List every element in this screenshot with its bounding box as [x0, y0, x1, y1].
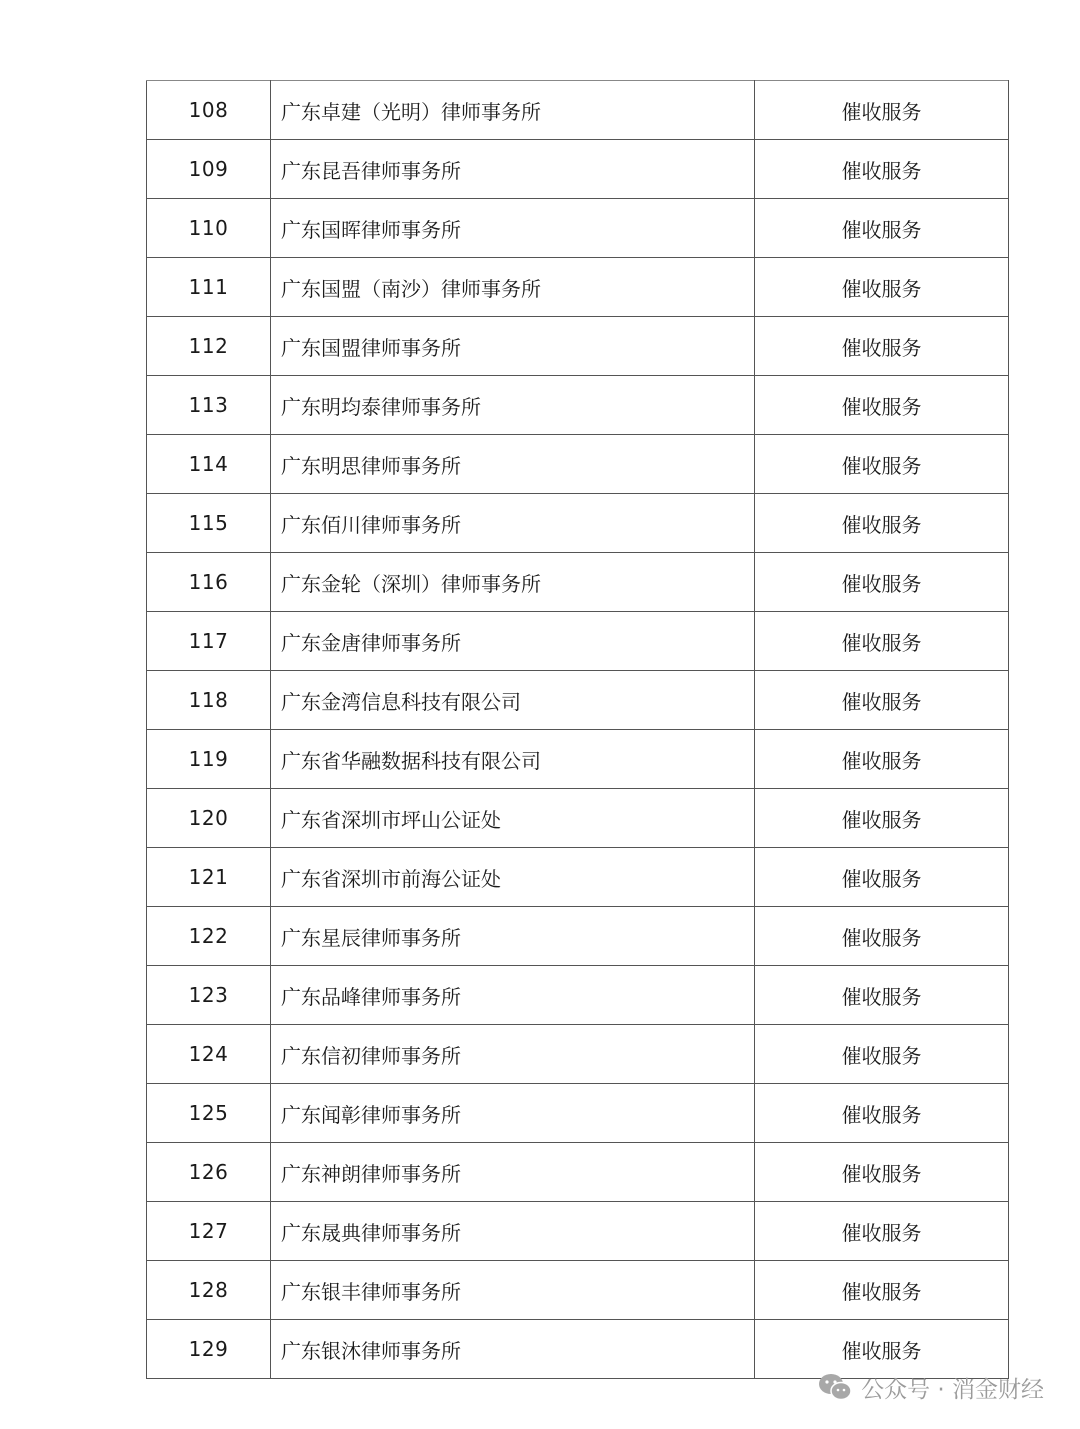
table-body	[147, 81, 1009, 1379]
service-type-cell: 催收服务	[755, 848, 1009, 907]
service-type-cell: 催收服务	[755, 1143, 1009, 1202]
row-number-cell: 112	[147, 317, 271, 376]
service-type-cell: 催收服务	[755, 1025, 1009, 1084]
service-type-cell: 催收服务	[755, 907, 1009, 966]
row-number-cell: 123	[147, 966, 271, 1025]
row-number-cell: 118	[147, 671, 271, 730]
institution-name-cell: 广东卓建（光明）律师事务所	[271, 81, 755, 140]
row-number-cell: 110	[147, 199, 271, 258]
institution-name-cell: 广东星辰律师事务所	[271, 907, 755, 966]
service-type-cell: 催收服务	[755, 258, 1009, 317]
institution-name-cell: 广东金湾信息科技有限公司	[271, 671, 755, 730]
table-row	[147, 199, 1009, 258]
row-number-cell: 117	[147, 612, 271, 671]
institution-name-cell: 广东明均泰律师事务所	[271, 376, 755, 435]
service-type-cell: 催收服务	[755, 140, 1009, 199]
table-row	[147, 966, 1009, 1025]
institution-name-cell: 广东金轮（深圳）律师事务所	[271, 553, 755, 612]
table-row	[147, 376, 1009, 435]
service-type-cell: 催收服务	[755, 494, 1009, 553]
service-type-cell: 催收服务	[755, 1202, 1009, 1261]
row-number-cell: 115	[147, 494, 271, 553]
table-row	[147, 612, 1009, 671]
watermark	[817, 1370, 1044, 1404]
row-number-cell: 121	[147, 848, 271, 907]
institution-name-cell: 广东神朗律师事务所	[271, 1143, 755, 1202]
row-number-cell: 125	[147, 1084, 271, 1143]
institution-name-cell: 广东国盟律师事务所	[271, 317, 755, 376]
table-row	[147, 1261, 1009, 1320]
row-number-cell: 119	[147, 730, 271, 789]
table-row	[147, 1025, 1009, 1084]
institution-name-cell: 广东信初律师事务所	[271, 1025, 755, 1084]
service-type-cell: 催收服务	[755, 81, 1009, 140]
table-row	[147, 789, 1009, 848]
institution-name-cell: 广东银丰律师事务所	[271, 1261, 755, 1320]
institution-name-cell: 广东昆吾律师事务所	[271, 140, 755, 199]
row-number-cell: 128	[147, 1261, 271, 1320]
row-number-cell: 116	[147, 553, 271, 612]
wechat-icon	[817, 1372, 853, 1402]
table-row	[147, 494, 1009, 553]
table-row	[147, 1084, 1009, 1143]
row-number-cell: 129	[147, 1320, 271, 1379]
row-number-cell: 108	[147, 81, 271, 140]
service-type-cell: 催收服务	[755, 671, 1009, 730]
institution-name-cell: 广东国晖律师事务所	[271, 199, 755, 258]
institution-name-cell: 广东闻彰律师事务所	[271, 1084, 755, 1143]
table-row	[147, 671, 1009, 730]
institution-table-container	[146, 80, 1008, 1379]
service-type-cell: 催收服务	[755, 317, 1009, 376]
institution-name-cell: 广东省深圳市坪山公证处	[271, 789, 755, 848]
row-number-cell: 127	[147, 1202, 271, 1261]
row-number-cell: 120	[147, 789, 271, 848]
institution-name-cell: 广东省深圳市前海公证处	[271, 848, 755, 907]
table-row	[147, 81, 1009, 140]
service-type-cell: 催收服务	[755, 199, 1009, 258]
watermark-text: 公众号 · 消金财经	[861, 1376, 1044, 1403]
institution-name-cell: 广东国盟（南沙）律师事务所	[271, 258, 755, 317]
institution-name-cell: 广东品峰律师事务所	[271, 966, 755, 1025]
row-number-cell: 124	[147, 1025, 271, 1084]
table-row	[147, 258, 1009, 317]
table-row	[147, 1202, 1009, 1261]
service-type-cell: 催收服务	[755, 789, 1009, 848]
service-type-cell: 催收服务	[755, 966, 1009, 1025]
table-row	[147, 435, 1009, 494]
row-number-cell: 122	[147, 907, 271, 966]
row-number-cell: 113	[147, 376, 271, 435]
service-type-cell: 催收服务	[755, 730, 1009, 789]
table-row	[147, 907, 1009, 966]
institution-table	[146, 80, 1009, 1379]
table-row	[147, 140, 1009, 199]
service-type-cell: 催收服务	[755, 376, 1009, 435]
institution-name-cell: 广东佰川律师事务所	[271, 494, 755, 553]
row-number-cell: 111	[147, 258, 271, 317]
row-number-cell: 109	[147, 140, 271, 199]
table-row	[147, 848, 1009, 907]
institution-name-cell: 广东金唐律师事务所	[271, 612, 755, 671]
table-row	[147, 553, 1009, 612]
row-number-cell: 114	[147, 435, 271, 494]
service-type-cell: 催收服务	[755, 1261, 1009, 1320]
institution-name-cell: 广东银沐律师事务所	[271, 1320, 755, 1379]
service-type-cell: 催收服务	[755, 435, 1009, 494]
row-number-cell: 126	[147, 1143, 271, 1202]
service-type-cell: 催收服务	[755, 612, 1009, 671]
service-type-cell: 催收服务	[755, 553, 1009, 612]
institution-name-cell: 广东省华融数据科技有限公司	[271, 730, 755, 789]
institution-name-cell: 广东明思律师事务所	[271, 435, 755, 494]
table-row	[147, 730, 1009, 789]
table-row	[147, 317, 1009, 376]
table-row	[147, 1143, 1009, 1202]
service-type-cell: 催收服务	[755, 1320, 1009, 1379]
service-type-cell: 催收服务	[755, 1084, 1009, 1143]
institution-name-cell: 广东晟典律师事务所	[271, 1202, 755, 1261]
